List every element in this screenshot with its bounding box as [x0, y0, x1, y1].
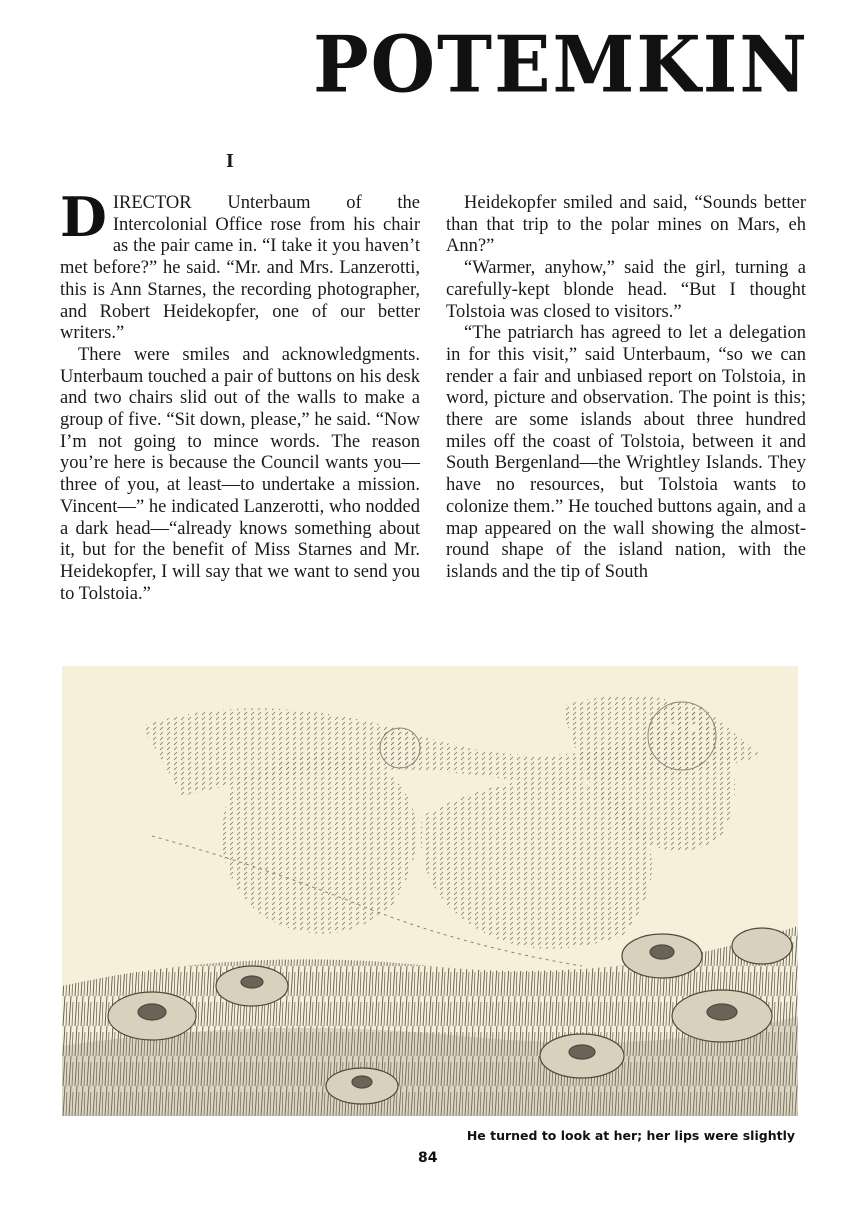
right-column: [446, 193, 806, 584]
drop-cap: D: [60, 185, 107, 249]
dream-figures: [142, 695, 762, 966]
paragraph: Heidekopfer smiled and said, “Sounds better than that trip to the polar mines on Mars, eh Ann?”: [446, 193, 806, 257]
story-title: POTEMKIN: [312, 19, 809, 111]
paragraph: [60, 185, 420, 345]
illustration-caption: He turned to look at her; her lips were slightly: [466, 1128, 795, 1143]
page-number: 84: [418, 1150, 438, 1166]
paragraph-text: IRECTOR Unterbaum of the Intercolonial Office rose from his chair as the pair came in. “I take it you haven’t met before?” he said. “Mr. and Mrs. Lanzerotti, this is Ann Starnes, the recording photographer, and Robert Heidekopfer, one of our better writers.”: [60, 193, 420, 344]
paragraph: “The patriarch has agreed to let a delegation in for this visit,” said Unterbaum, “so we can render a fair and unbiased report on Tolstoia, in word, picture and observation. The point is this; there are some islands about three hundred miles off the coast of Tolstoia, between it and South Bergenland—the Wrightley Islands. They have no resources, but Tolstoia wants to colonize them.” He touched buttons again, and a map appeared on the wall showing the almost-round shape of the island nation, with the islands and the tip of South: [446, 323, 806, 582]
left-column: [60, 185, 420, 605]
paragraph: “Warmer, anyhow,” said the girl, turning a carefully-kept blonde head. “But I thought Tolstoia was closed to visitors.”: [446, 258, 806, 322]
paragraph: There were smiles and acknowledgments. Unterbaum touched a pair of buttons on his desk and two chairs slid out of the walls to make a group of five. “Sit down, please,” he said. “Now I’m not going to mince words. The reason you’re here is because the Council wants you—three of you, at least—to undertake a mission. Vincent—” he indicated Lanzerotti, who nodded a dark head—“already knows something about it, but for the benefit of Miss Starnes and Mr. Heidekopfer, I will say that we want to send you to Tolstoia.”: [60, 344, 420, 604]
illustration-drawing: [62, 666, 798, 1116]
story-illustration: [62, 666, 798, 1116]
section-number: I: [226, 150, 234, 172]
